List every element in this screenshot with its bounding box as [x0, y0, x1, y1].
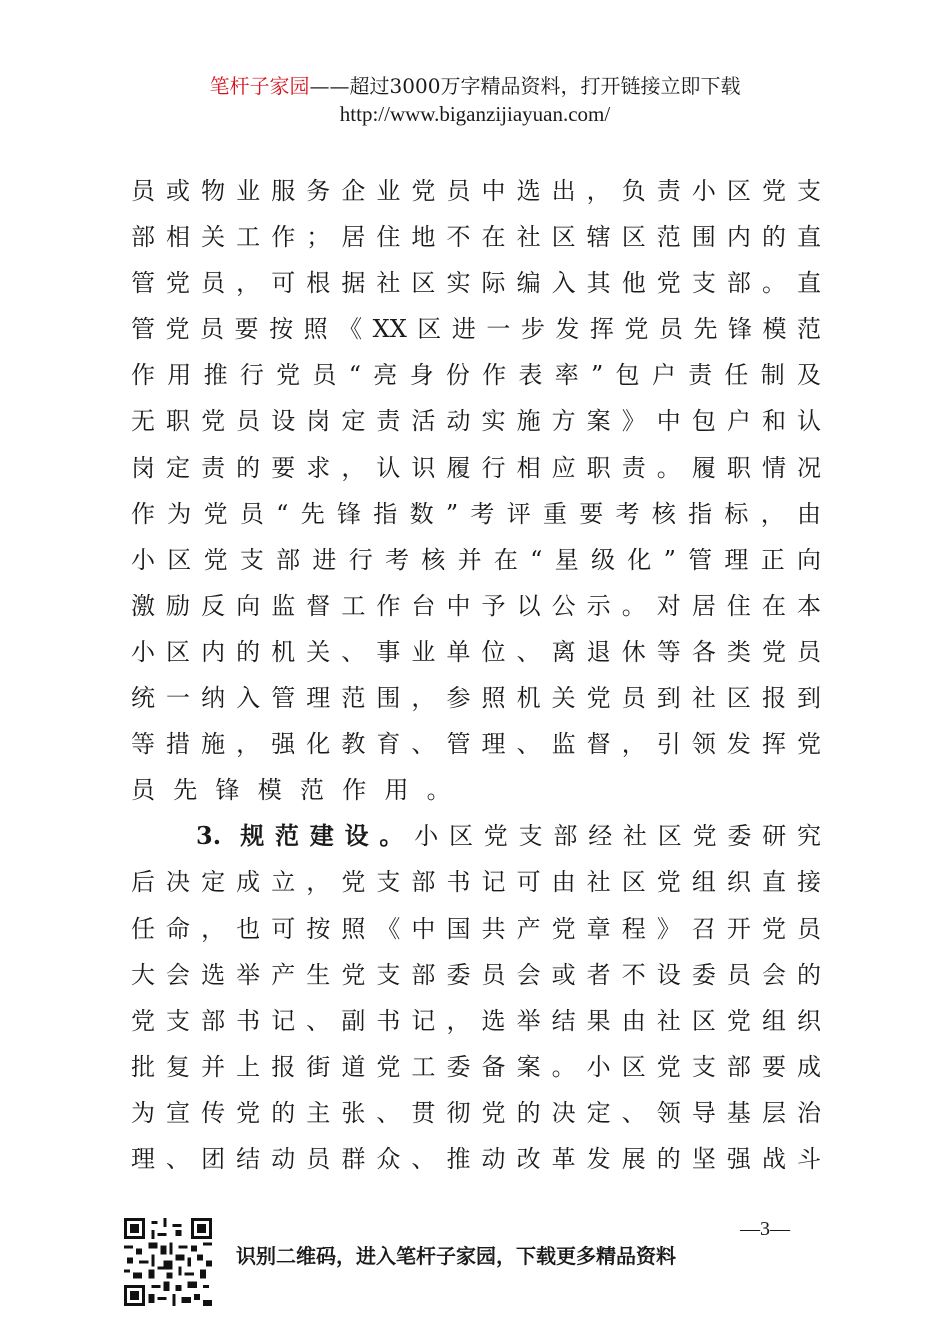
page-header [0, 72, 950, 128]
text-line: 统一纳入管理范围，参照机关党员到社区报到 [131, 684, 821, 713]
text-line: 为宣传党的主张、贯彻党的决定、领导基层治 [131, 1098, 821, 1127]
text-line: 等措施，强化教育、管理、监督，引领发挥党 [131, 730, 821, 759]
section-3-heading: 3. 规范建设。 [196, 821, 415, 851]
text-line: 小区党支部进行考核并在“星级化”管理正向 [131, 545, 821, 574]
header-title [0, 72, 950, 100]
text-line: 作用推行党员“亮身份作表率”包户责任制及 [131, 361, 821, 390]
text-line: 批复并上报街道党工委备案。小区党支部要成 [131, 1052, 821, 1081]
text-line: 大会选举产生党支部委员会或者不设委员会的 [131, 960, 821, 989]
text-line: 激励反向监督工作台中予以公示。对居住在本 [131, 591, 821, 620]
document-body [131, 168, 821, 1182]
text-line: 部相关工作；居住地不在社区辖区范围内的直 [131, 223, 821, 252]
brand-name[interactable]: 笔杆子家园 [209, 74, 310, 98]
header-tagline: ——超过3000万字精品资料，打开链接立即下载 [309, 74, 741, 98]
page-number: —3— [740, 1218, 790, 1240]
text-line: 党支部书记、副书记，选举结果由社区党组织 [131, 1006, 821, 1035]
text-line: 管党员，可根据社区实际编入其他党支部。直 [131, 269, 821, 298]
text-line: 任命，也可按照《中国共产党章程》召开党员 [131, 914, 821, 943]
text-line: 理、团结动员群众、推动改革发展的坚强战斗 [131, 1144, 821, 1173]
section-3-first-line [131, 813, 821, 859]
text-line: 管党员要按照《XX区进一步发挥党员先锋模范 [131, 315, 821, 344]
text-line: 员或物业服务企业党员中选出，负责小区党支 [131, 177, 821, 205]
section-3-text: 小区党支部经社区党委研究 [414, 822, 821, 851]
text-line: 后决定成立，党支部书记可由社区党组织直接 [131, 868, 821, 897]
text-line: 员先锋模范作用。 [131, 776, 469, 805]
footer-promo-text: 识别二维码，进入笔杆子家园，下载更多精品资料 [236, 1244, 676, 1268]
text-line: 作为党员“先锋指数”考评重要考核指标，由 [131, 499, 821, 528]
text-line: 岗定责的要求，认识履行相应职责。履职情况 [131, 453, 821, 482]
text-line: 无职党员设岗定责活动实施方案》中包户和认 [131, 407, 821, 436]
qr-code-icon[interactable] [124, 1218, 212, 1306]
header-url-link[interactable]: http://www.biganzijiayuan.com/ [339, 102, 611, 126]
text-line: 小区内的机关、事业单位、离退休等各类党员 [131, 637, 821, 666]
